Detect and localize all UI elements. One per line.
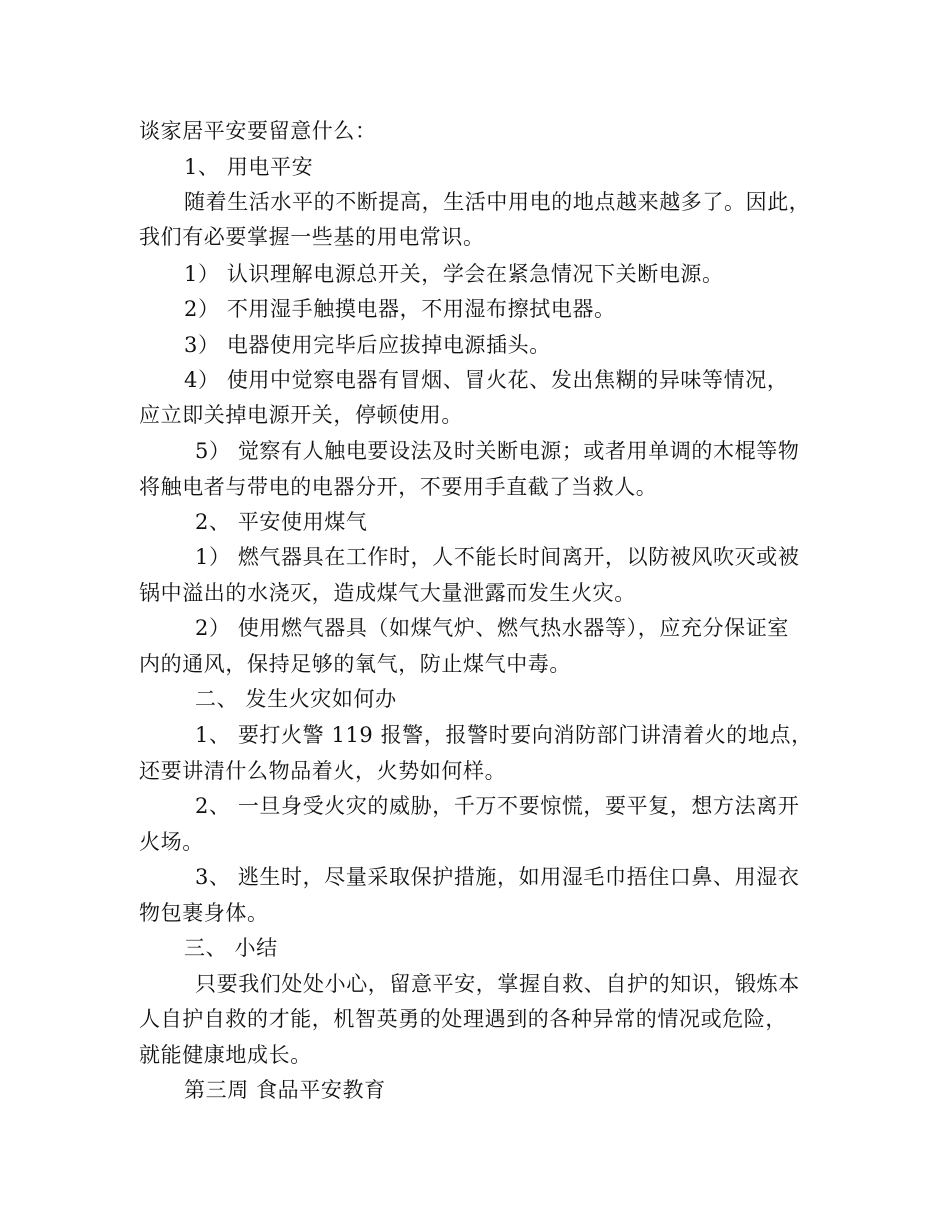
text-line: 1、 要打火警 119 报警，报警时要向消防部门讲清着火的地点， [195,723,813,747]
text-line: 内的通风，保持足够的氧气，防止煤气中毒。 [139,652,571,676]
text-line: 第三周 食品平安教育 [184,1078,386,1102]
text-line: 5） 觉察有人触电要设法及时关断电源；或者用单调的木棍等物 [195,439,800,463]
text-line: 人自护自救的才能，机智英勇的处理遇到的各种异常的情况或危险， [139,1007,787,1031]
text-line: 物包裹身体。 [139,901,269,925]
text-line: 4） 使用中觉察电器有冒烟、冒火花、发出焦糊的异味等情况， [184,368,789,392]
text-line: 2） 使用燃气器具（如煤气炉、燃气热水器等），应充分保证室 [195,616,789,640]
text-line: 1、 用电平安 [184,155,314,179]
text-line: 谈家居平安要留意什么： [139,119,377,143]
text-line: 2、 平安使用煤气 [195,510,368,534]
text-line: 还要讲清什么物品着火，火势如何样。 [139,759,507,783]
text-line: 锅中溢出的水浇灭，造成煤气大量泄露而发生火灾。 [139,581,636,605]
text-line: 二、 发生火灾如何办 [195,687,397,711]
text-line: 2） 不用湿手触摸电器，不用湿布擦拭电器。 [184,297,616,321]
text-line: 1） 燃气器具在工作时，人不能长时间离开，以防被风吹灭或被 [195,545,800,569]
text-line: 火场。 [139,830,204,854]
text-line: 就能健康地成长。 [139,1043,312,1067]
text-line: 我们有必要掌握一些基的用电常识。 [139,225,485,249]
text-line: 随着生活水平的不断提高，生活中用电的地点越来越多了。因此， [184,190,811,214]
text-line: 三、 小结 [184,936,278,960]
text-line: 3、 逃生时，尽量采取保护措施，如用湿毛巾捂住口鼻、用湿衣 [195,865,800,889]
text-line: 只要我们处处小心，留意平安，掌握自救、自护的知识，锻炼本 [195,972,800,996]
text-line: 3） 电器使用完毕后应拔掉电源插头。 [184,333,551,357]
text-line: 2、 一旦身受火灾的威胁，千万不要惊慌，要平复，想方法离开 [195,794,800,818]
text-line: 应立即关掉电源开关，停顿使用。 [139,403,463,427]
text-line: 1） 认识理解电源总开关，学会在紧急情况下关断电源。 [184,262,724,286]
text-line: 将触电者与带电的电器分开，不要用手直截了当救人。 [139,475,658,499]
